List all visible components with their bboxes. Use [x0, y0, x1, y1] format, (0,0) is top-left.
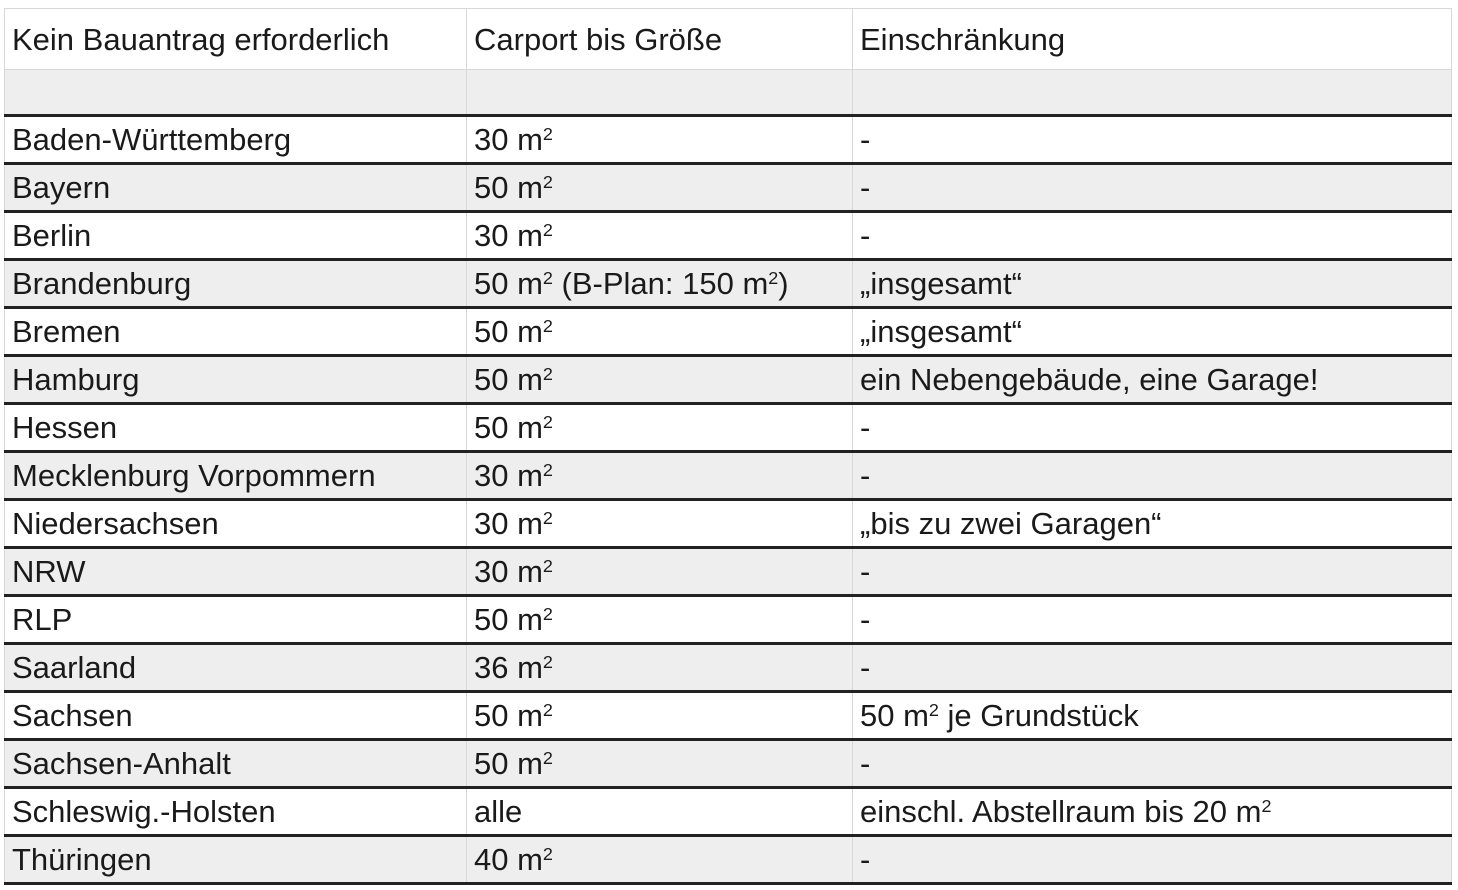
cell-size: 50 $m^2$ (B-Plan: 150 $m^2$) [467, 260, 853, 308]
table-row [5, 260, 1452, 308]
superscript-two: 2 [1261, 796, 1272, 817]
table-body [5, 9, 1452, 884]
cell-restriction: - [853, 116, 1452, 164]
cell-size: 50 $m^2$ [467, 356, 853, 404]
cell-state: Mecklenburg Vorpommern [5, 452, 467, 500]
cell-state: Hessen [5, 404, 467, 452]
table-row [5, 212, 1452, 260]
table-row [5, 500, 1452, 548]
superscript-two: 2 [542, 556, 553, 577]
superscript-two: 2 [542, 844, 553, 865]
superscript-two: 2 [542, 748, 553, 769]
cell-restriction: - [853, 836, 1452, 884]
superscript-two: 2 [768, 268, 779, 289]
cell-restriction: - [853, 164, 1452, 212]
cell-size: 50 $m^2$ [467, 404, 853, 452]
header-row [5, 9, 1452, 70]
cell-state: Hamburg [5, 356, 467, 404]
table-row [5, 836, 1452, 884]
table-row [5, 308, 1452, 356]
cell-state: NRW [5, 548, 467, 596]
table-row [5, 164, 1452, 212]
superscript-two: 2 [542, 172, 553, 193]
cell-size: 50 $m^2$ [467, 740, 853, 788]
superscript-two: 2 [542, 220, 553, 241]
cell-restriction: - [853, 596, 1452, 644]
cell-state: Bremen [5, 308, 467, 356]
cell-state: RLP [5, 596, 467, 644]
cell-restriction: - [853, 644, 1452, 692]
cell-state: Sachsen-Anhalt [5, 740, 467, 788]
cell-restriction: - [853, 548, 1452, 596]
cell-restriction: „insgesamt“ [853, 308, 1452, 356]
superscript-two: 2 [542, 124, 553, 145]
cell-restriction: - [853, 740, 1452, 788]
cell-state: Sachsen [5, 692, 467, 740]
cell-state: Bayern [5, 164, 467, 212]
cell-restriction: „insgesamt“ [853, 260, 1452, 308]
cell-size: alle [467, 788, 853, 836]
superscript-two: 2 [542, 412, 553, 433]
cell-restriction: - [853, 404, 1452, 452]
cell-restriction: „bis zu zwei Garagen“ [853, 500, 1452, 548]
spacer-cell [5, 70, 467, 116]
cell-restriction: 50 $m^2$ je Grundstück [853, 692, 1452, 740]
cell-restriction: ein Nebengebäude, eine Garage! [853, 356, 1452, 404]
table-row [5, 548, 1452, 596]
cell-size: 50 $m^2$ [467, 308, 853, 356]
cell-state: Berlin [5, 212, 467, 260]
table-row [5, 452, 1452, 500]
superscript-two: 2 [542, 700, 553, 721]
table-row [5, 116, 1452, 164]
carport-table [4, 8, 1452, 885]
header-cell-size: Carport bis Größe [467, 9, 853, 70]
table-row [5, 788, 1452, 836]
cell-restriction: einschl. Abstellraum bis 20 $m^2$ [853, 788, 1452, 836]
header-cell-restriction: Einschränkung [853, 9, 1452, 70]
cell-size: 50 $m^2$ [467, 164, 853, 212]
cell-size: 40 $m^2$ [467, 836, 853, 884]
table-row [5, 692, 1452, 740]
cell-size: 30 $m^2$ [467, 500, 853, 548]
cell-state: Saarland [5, 644, 467, 692]
table-row [5, 644, 1452, 692]
superscript-two: 2 [542, 268, 553, 289]
spacer-row [5, 70, 1452, 116]
cell-size: 30 $m^2$ [467, 452, 853, 500]
superscript-two: 2 [928, 700, 939, 721]
superscript-two: 2 [542, 508, 553, 529]
spacer-cell [853, 70, 1452, 116]
cell-size: 30 $m^2$ [467, 116, 853, 164]
cell-restriction: - [853, 452, 1452, 500]
superscript-two: 2 [542, 604, 553, 625]
table-row [5, 740, 1452, 788]
cell-state: Brandenburg [5, 260, 467, 308]
superscript-two: 2 [542, 364, 553, 385]
cell-size: 30 $m^2$ [467, 548, 853, 596]
spacer-cell [467, 70, 853, 116]
cell-state: Schleswig.-Holsten [5, 788, 467, 836]
cell-restriction: - [853, 212, 1452, 260]
cell-state: Niedersachsen [5, 500, 467, 548]
cell-state: Baden-Württemberg [5, 116, 467, 164]
table-row [5, 404, 1452, 452]
table-row [5, 356, 1452, 404]
cell-size: 36 $m^2$ [467, 644, 853, 692]
header-cell-state: Kein Bauantrag erforderlich [5, 9, 467, 70]
cell-size: 30 $m^2$ [467, 212, 853, 260]
cell-size: 50 $m^2$ [467, 596, 853, 644]
table-row [5, 596, 1452, 644]
superscript-two: 2 [542, 460, 553, 481]
superscript-two: 2 [542, 652, 553, 673]
cell-size: 50 $m^2$ [467, 692, 853, 740]
cell-state: Thüringen [5, 836, 467, 884]
superscript-two: 2 [542, 316, 553, 337]
